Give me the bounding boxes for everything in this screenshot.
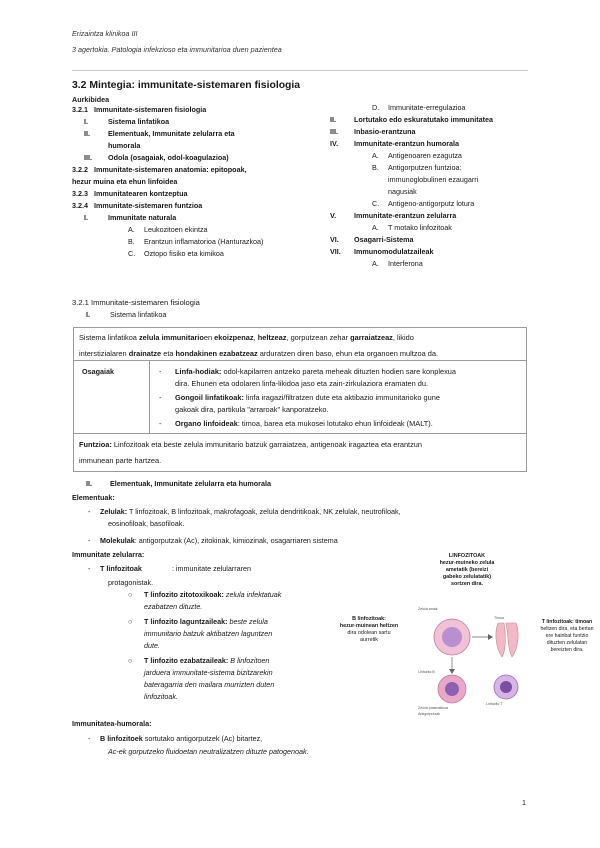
label-stem: Zelula amak [418,607,438,611]
t-subtypes-list [128,589,318,706]
thymus-icon [496,623,518,657]
osagaiak-list [159,366,521,432]
tsubtype-desc: ezabatzen dituzte. [144,602,203,611]
tsubtype-line [144,667,318,679]
osagaiak-item-line [159,392,521,404]
toc-entry [330,246,530,258]
toc-label: Erantzun inflamatorioa (Hanturazkoa) [144,237,264,246]
tsubtype-desc: linfozitoak. [144,692,178,701]
tsubtype-line [144,589,318,601]
circle-bullet: ○ [128,590,133,599]
toc-entry [330,126,530,138]
tsubtype-desc: dute. [144,641,160,650]
label-antibody: Antigorputzak [418,712,440,716]
toc-entry [72,212,282,224]
circle-bullet: ○ [128,617,133,626]
toc-number: C. [372,199,380,208]
osagaiak-desc: odol-kapilarren antzeko pareta meheak dituzten hodien sare konplexua [221,367,457,376]
toc-label: Elementuak, Immunitate zelularra eta [108,129,235,138]
toc-entry [330,198,530,210]
box-column-divider [149,360,150,433]
osagaiak-item-line2: dira. Ehunen eta odolaren linfa-likidoa jaso eta zain-zirkulaziora eramaten du. [175,379,429,388]
osagaiak-item-text [175,392,440,404]
toc-label: humorala [108,141,141,150]
toc-number: II. [330,115,336,124]
toc-label: Immunitate-erantzun humorala [354,139,460,148]
header-scenario: 3 agertokia. Patologia infekzioso eta immunitarioa duen pazientea [72,45,282,54]
page-number: 1 [522,798,526,807]
lymphocyte-diagram [414,601,534,717]
toc-entry [72,176,282,188]
tsubtype-term: T linfozito laguntzaileak: [144,617,228,626]
dash-bullet: - [88,564,91,573]
toc-label: Antigeno-antigorputz lotura [388,199,475,208]
toc-label: Inbasio-erantzuna [354,127,416,136]
dash-bullet: - [159,367,162,376]
box-divider-2 [74,433,526,434]
osagaiak-term: Gongoil linfatikoak: [175,393,244,402]
tsubtype-line [144,601,318,613]
toc-label: Immunitatearen kontzeptua [94,189,188,198]
figure-title-line: hezur-muineko zelula [439,560,495,566]
zelulak-line2: eosinofiloak, basofiloak. [108,519,185,528]
toc-entry [72,152,282,164]
toc-entry [72,236,282,248]
header-course: Erizaintza klinikoa III [72,29,138,38]
tsubtype-line [144,628,318,640]
osagaiak-term: Organo linfoideak [175,419,238,428]
toc-entry [330,114,530,126]
toc-entry [330,258,530,270]
figure-title-line: sortzen dira. [450,581,484,587]
figure-title [422,553,512,588]
toc-label: Immunomodulatzaileak [354,247,434,256]
toc-number: A. [372,259,379,268]
toc-number: A. [372,151,379,160]
osagaiak-item-text [175,418,433,430]
toc-number: III. [330,127,338,136]
toc-label: Immunitate-erantzun zelularra [354,211,457,220]
zelularra-label: Immunitate zelularra: [72,550,145,559]
figure-title-line: gabeko zelulatatik) [442,574,492,580]
section-heading: 3.2.1 Immunitate-sistemaren fisiologia [72,298,200,307]
osagaiak-item [159,392,521,416]
toc-number: 3.2.1 [72,105,88,114]
section2-number: II. [86,479,92,488]
toc-entry [330,186,530,198]
tsubtype-desc: bateragarria den mailara murrizten duten [144,680,275,689]
toc-entry [72,200,282,212]
tsubtype-desc: beste zelula [227,617,268,626]
toc-number: I. [84,213,88,222]
tsubtype-desc: B linfozitoen [228,656,270,665]
figure-left-caption [326,616,412,644]
osagaiak-desc: linfa iragazi/filtratzen dute eta aktibazio immunitarioko gune [243,393,440,402]
osagaiak-label: Osagaiak [82,367,114,376]
toc-label: Antigorputzen funtzioa: [388,163,462,172]
toc-number: B. [372,163,379,172]
dash-bullet: - [88,507,91,516]
circle-bullet: ○ [128,656,133,665]
toc-label: immunoglobulinen ezaugarri [388,175,479,184]
toc-entry [72,248,282,260]
osagaiak-item [159,366,521,390]
tsubtype-line [144,655,318,667]
tsubtype-line [144,640,318,652]
toc-entry [72,116,282,128]
toc-right-column [330,102,530,270]
tsubtype-line [144,691,318,703]
toc-number: 3.2.3 [72,189,88,198]
toc-number [372,186,388,198]
dash-bullet: - [88,536,91,545]
tsubtype-desc: immunitario batzuk aktibatzen laguntzen [144,629,273,638]
toc-label: Leukozitoen ekintza [144,225,208,234]
toc-label: T motako linfozitoak [388,223,452,232]
dash-bullet: - [159,419,162,428]
tlinf-item: - T linfozitoak : immunitate zelularraren [88,564,252,573]
toc-entry [72,188,282,200]
figure-right-line: dituzten zelulatan [546,640,588,646]
figure-left-line: hezur-muinean heltzen [339,623,399,629]
figure-right-line: heltzen dira, eta bertan [540,626,594,632]
tsubtype-desc: jarduera immunitate-sistema bizitzarekin [144,668,273,677]
page-title: 3.2 Mintegia: immunitate-sistemaren fisiologia [72,80,301,91]
t-lymphocyte [494,675,518,699]
osagaiak-item-line [159,366,521,378]
tsubtype-item [128,655,318,703]
toc-entry [72,140,282,152]
subsection-number: I. [86,310,90,319]
toc-number: I. [84,117,88,126]
toc-number: IV. [330,139,339,148]
dash-bullet: - [159,393,162,402]
humorala-label: Immunitatea-humorala: [72,719,152,728]
toc-number: A. [372,223,379,232]
label-thymus: Timoa [494,616,504,620]
figure-title-line: LINFOZITOAK [448,553,486,559]
osagaiak-item [159,418,521,430]
toc-label: Immunitate-erregulazioa [388,103,466,112]
figure-right-line: T linfozitoak: timoan [541,619,593,625]
tsubtype-line [144,616,318,628]
toc-label: Antigenoaren ezagutza [388,151,462,160]
label-plasma: Zelula plasmatikoa [418,706,448,710]
toc-entry [330,210,530,222]
blinf-line2: Ac-ek gorputzeko fluidoetan neutralizatzen dituzte patogenoak. [108,747,309,756]
tsubtype-item [128,589,318,613]
figure-right-line: ere hainbat funtzio [545,633,589,639]
box-intro: Sistema linfatikoa zelula immunitarioen ekoizpenaz, heltzeaz, gorputzean zehar garraiatzeaz, likido interstizialaren drainatze eta hondakinen ezabatzeaz arduratzen diren baso, ehun eta organoen multzoa da. [79,333,439,358]
tsubtype-term: T linfozito ezabatzaileak: [144,656,229,665]
toc-entry [330,174,530,186]
toc-label: Immunitate-sistemaren fisiologia [94,105,207,114]
toc-label: Oztopo fisiko eta kimikoa [144,249,224,258]
toc-entry [330,138,530,150]
toc-label: Immunitate naturala [108,213,177,222]
toc-left-column [72,104,282,260]
header-divider [72,70,528,71]
label-t: Linfozito T [486,702,503,706]
toc-label: Interferona [388,259,423,268]
tsubtype-line [144,679,318,691]
toc-label: nagusiak [388,187,417,196]
box-divider-1 [74,360,526,361]
toc-entry [72,128,282,140]
toc-entry [330,222,530,234]
figure-left-line: B linfozitoak: [352,616,386,622]
toc-entry [330,102,530,114]
toc-number [84,140,108,152]
osagaiak-desc: : timoa, barea eta mukosei lotutako ehun linfoideak (MALT). [237,419,433,428]
osagaiak-item-text [175,366,456,378]
toc-label: Immunitate-sistemaren funtzioa [94,201,203,210]
lymphatic-info-box [73,327,527,472]
toc-entry [72,104,282,116]
osagaiak-term: Linfa-hodiak: [175,367,222,376]
toc-number: V. [330,211,337,220]
toc-label: Odola (osagaiak, odol-koagulazioa) [108,153,229,162]
tlinf-line2: protagonistak. [108,578,154,587]
toc-entry [330,162,530,174]
toc-number: C. [128,249,136,258]
osagaiak-item-line2: gakoak dira, partikula "arraroak" kanporatzeko. [175,405,329,414]
figure-left-line: dira odolean sartu [347,630,391,636]
toc-number: B. [128,237,135,246]
subsection-title: Sistema linfatikoa [110,310,167,319]
toc-entry [330,234,530,246]
figure-right-line: bereizten dira. [550,647,584,653]
tsubtype-item [128,616,318,652]
dash-bullet: - [88,734,91,743]
toc-number: II. [84,129,90,138]
toc-number: 3.2.4 [72,201,88,210]
figure-right-caption [530,619,600,654]
zelulak-item: - Zelulak: T linfozitoak, B linfozitoak, makrofagoak, zelula dendritikoak, NK zelulak, neutrofiloak, [88,507,401,516]
toc-number [372,174,388,186]
b-lymphocyte [438,675,466,703]
elementuak-label: Elementuak: [72,493,115,502]
toc-number: A. [128,225,135,234]
molekulak-item: - Molekulak: antigorputzak (Ac), zitokinak, kimiozinak, osagarriaren sistema [88,536,338,545]
lymphocyte-figure [326,553,600,723]
toc-entry [72,164,282,176]
toc-heading: Aurkibidea [72,95,110,104]
section2-title: Elementuak, Immunitate zelularra eta humorala [110,479,271,488]
toc-label: Osagarri-Sistema [354,235,414,244]
toc-entry [72,224,282,236]
figure-title-line: ametatik (bereizi [445,567,489,573]
toc-entry [330,150,530,162]
toc-label: Immunitate-sistemaren anatomia: epitopoak, [94,165,247,174]
funtzioa-text: Funtzioa: Linfozitoak eta beste zelula immunitario batzuk garraiatzea, antigenoak iragaztea eta erantzun immunean parte hartzea. [79,440,423,465]
tsubtype-term: T linfozito zitotoxikoak: [144,590,224,599]
tsubtype-desc: zelula infektatuak [223,590,282,599]
blinf-item: - B linfozitoek sortutako antigorputzek (Ac) bitartez, [88,734,263,743]
osagaiak-item-line [159,418,521,430]
toc-label: Lortutako edo eskuratutako immunitatea [354,115,493,124]
toc-number: VI. [330,235,339,244]
figure-left-line: aurretik [360,637,378,643]
toc-number: VII. [330,247,341,256]
toc-number: 3.2.2 [72,165,88,174]
stem-cell [434,619,470,655]
label-b: Linfozito B [418,670,435,674]
toc-label: hezur muina eta ehun linfoidea [72,177,178,186]
toc-label: Sistema linfatikoa [108,117,170,126]
toc-number: III. [84,153,92,162]
toc-number: D. [372,103,380,112]
